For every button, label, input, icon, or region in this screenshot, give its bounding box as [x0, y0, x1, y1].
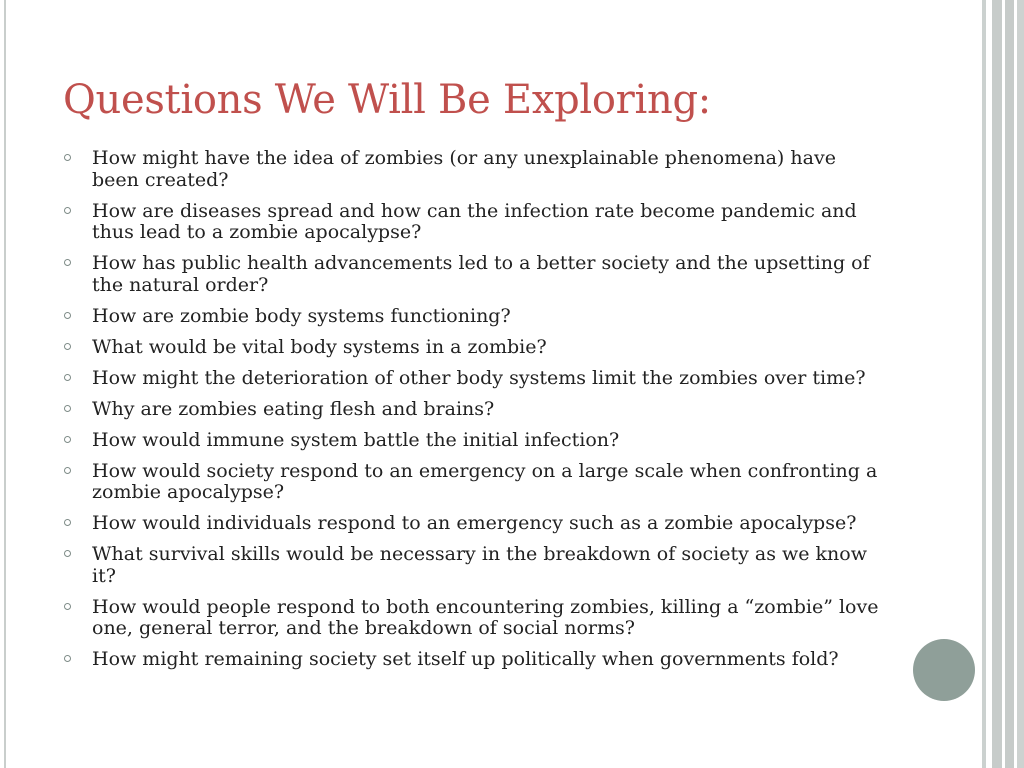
list-item: [62, 337, 882, 359]
list-item: [62, 399, 882, 421]
circle-bullet-icon: [64, 519, 71, 526]
list-item-text: How are zombie body systems functioning?: [92, 304, 511, 327]
circle-bullet-icon: [64, 207, 71, 214]
circle-bullet-icon: [64, 343, 71, 350]
left-border-stripe: [0, 0, 10, 768]
list-item-text: How might have the idea of zombies (or any unexplainable phenomena) have been created?: [92, 147, 836, 191]
list-item-text: How would society respond to an emergency on a large scale when confronting a zombie apocalypse?: [92, 459, 878, 503]
list-item: [62, 201, 882, 244]
circle-bullet-icon: [64, 603, 71, 610]
circle-bullet-icon: [64, 154, 71, 161]
circle-bullet-icon: [64, 259, 71, 266]
circle-bullet-icon: [64, 405, 71, 412]
bullet-list: [62, 148, 882, 680]
list-item: [62, 461, 882, 504]
circle-bullet-icon: [64, 550, 71, 557]
list-item-text: Why are zombies eating flesh and brains?: [92, 397, 495, 420]
list-item-text: What survival skills would be necessary in the breakdown of society as we know it?: [92, 543, 867, 587]
circle-bullet-icon: [64, 436, 71, 443]
list-item-text: How would immune system battle the initial infection?: [92, 428, 620, 451]
circle-bullet-icon: [64, 655, 71, 662]
list-item: [62, 306, 882, 328]
list-item-text: How are diseases spread and how can the infection rate become pandemic and thus lead to a zombie apocalypse?: [92, 199, 857, 243]
circle-bullet-icon: [64, 312, 71, 319]
list-item-text: How might remaining society set itself up politically when governments fold?: [92, 648, 839, 670]
list-item: [62, 597, 882, 640]
list-item-text: How has public health advancements led to a better society and the upsetting of the natural order?: [92, 252, 870, 296]
circle-bullet-icon: [64, 467, 71, 474]
list-item: [62, 544, 882, 587]
list-item-text: How might the deterioration of other body systems limit the zombies over time?: [92, 366, 866, 389]
list-item: [62, 649, 882, 671]
list-item: [62, 148, 882, 191]
circle-bullet-icon: [64, 374, 71, 381]
list-item-text: What would be vital body systems in a zombie?: [92, 335, 547, 358]
list-item-text: How would people respond to both encountering zombies, killing a “zombie” love one, general terror, and the breakdown of social norms?: [92, 595, 879, 639]
list-item: [62, 253, 882, 296]
list-item: [62, 368, 882, 390]
decorative-circle: [913, 639, 975, 701]
list-item: [62, 430, 882, 452]
right-border-stripes: [980, 0, 1024, 768]
slide-title: Questions We Will Be Exploring:: [63, 77, 711, 123]
list-item-text: How would individuals respond to an emergency such as a zombie apocalypse?: [92, 512, 857, 534]
list-item: [62, 513, 882, 535]
